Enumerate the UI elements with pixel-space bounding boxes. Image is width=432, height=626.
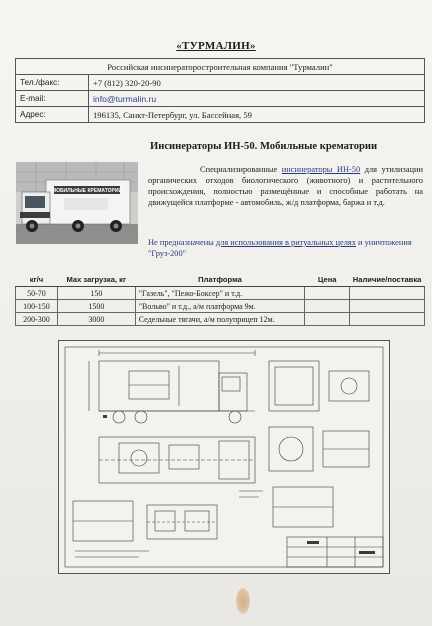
- description-link[interactable]: инсинераторы ИН-50: [281, 165, 361, 174]
- cell-capacity: 100-150: [16, 300, 58, 313]
- header-capacity: кг/ч: [16, 273, 58, 287]
- notice-link[interactable]: для использования в ритуальных целях: [215, 238, 356, 247]
- notice-rest: и уничтожения "Груз-200": [148, 238, 412, 258]
- phone-label: Тел./факс:: [16, 75, 89, 91]
- header-max-load: Max загрузка, кг: [57, 273, 135, 287]
- description-rest: для утилизации органических отходов биологического (животного) и растительного происхождения, полностью размещённые и способные работать на движущейся платформе - автомобиль, ж/д платформа, баржа и т.д.: [148, 165, 423, 207]
- cell-max-load: 1500: [57, 300, 135, 313]
- address-value: 196135, Санкт-Петербург, ул. Бассейная, 59: [89, 107, 425, 123]
- company-name: «ТУРМАЛИН»: [176, 40, 256, 52]
- paper-stain: [236, 588, 250, 614]
- cell-availability: [350, 313, 425, 326]
- cell-price: [305, 287, 350, 300]
- technical-drawing: [58, 340, 390, 574]
- truck-side-text: МОБИЛЬНЫЕ КРЕМАТОРИИ: [51, 188, 123, 194]
- usage-notice: [148, 237, 423, 259]
- cell-platform: "Вольво" и т.д., а/м платформа 9м.: [135, 300, 304, 313]
- technical-drawing-svg: [59, 341, 389, 573]
- header-price: Цена: [305, 273, 350, 287]
- product-description: [148, 164, 423, 208]
- table-row: [16, 300, 425, 313]
- specs-table: [15, 273, 425, 326]
- cell-platform: Седельные тягачи, а/м полуприцеп 12м.: [135, 313, 304, 326]
- phone-value: +7 (812) 320-20-90: [89, 75, 425, 91]
- table-row: [16, 313, 425, 326]
- contact-row-phone: [16, 75, 425, 91]
- cell-price: [305, 313, 350, 326]
- cell-capacity: 200-300: [16, 313, 58, 326]
- cell-availability: [350, 300, 425, 313]
- email-link[interactable]: info@turmalin.ru: [89, 91, 425, 107]
- contact-row-address: [16, 107, 425, 123]
- header-platform: Платформа: [135, 273, 304, 287]
- contact-row-email: [16, 91, 425, 107]
- description-lead: Специализированные: [200, 165, 278, 174]
- cell-price: [305, 300, 350, 313]
- header-availability: Наличие/поставка: [350, 273, 425, 287]
- truck-photo: [16, 162, 138, 244]
- contact-table: [15, 58, 425, 123]
- table-row: [16, 287, 425, 300]
- email-label: E-mail:: [16, 91, 89, 107]
- cell-platform: "Газель", "Пежо-Боксер" и т.д.: [135, 287, 304, 300]
- contact-row-intro: [16, 59, 425, 75]
- cell-max-load: 3000: [57, 313, 135, 326]
- notice-lead: Не предназначены: [148, 238, 214, 247]
- address-label: Адрес:: [16, 107, 89, 123]
- cell-capacity: 50-70: [16, 287, 58, 300]
- truck-photo-svg: [16, 162, 138, 244]
- company-intro: Российская инсинераторостроительная компания "Турмалин": [16, 59, 425, 75]
- cell-availability: [350, 287, 425, 300]
- specs-header-row: [16, 273, 425, 287]
- cell-max-load: 150: [57, 287, 135, 300]
- product-title: Инсинераторы ИН-50. Мобильные крематории: [150, 141, 378, 152]
